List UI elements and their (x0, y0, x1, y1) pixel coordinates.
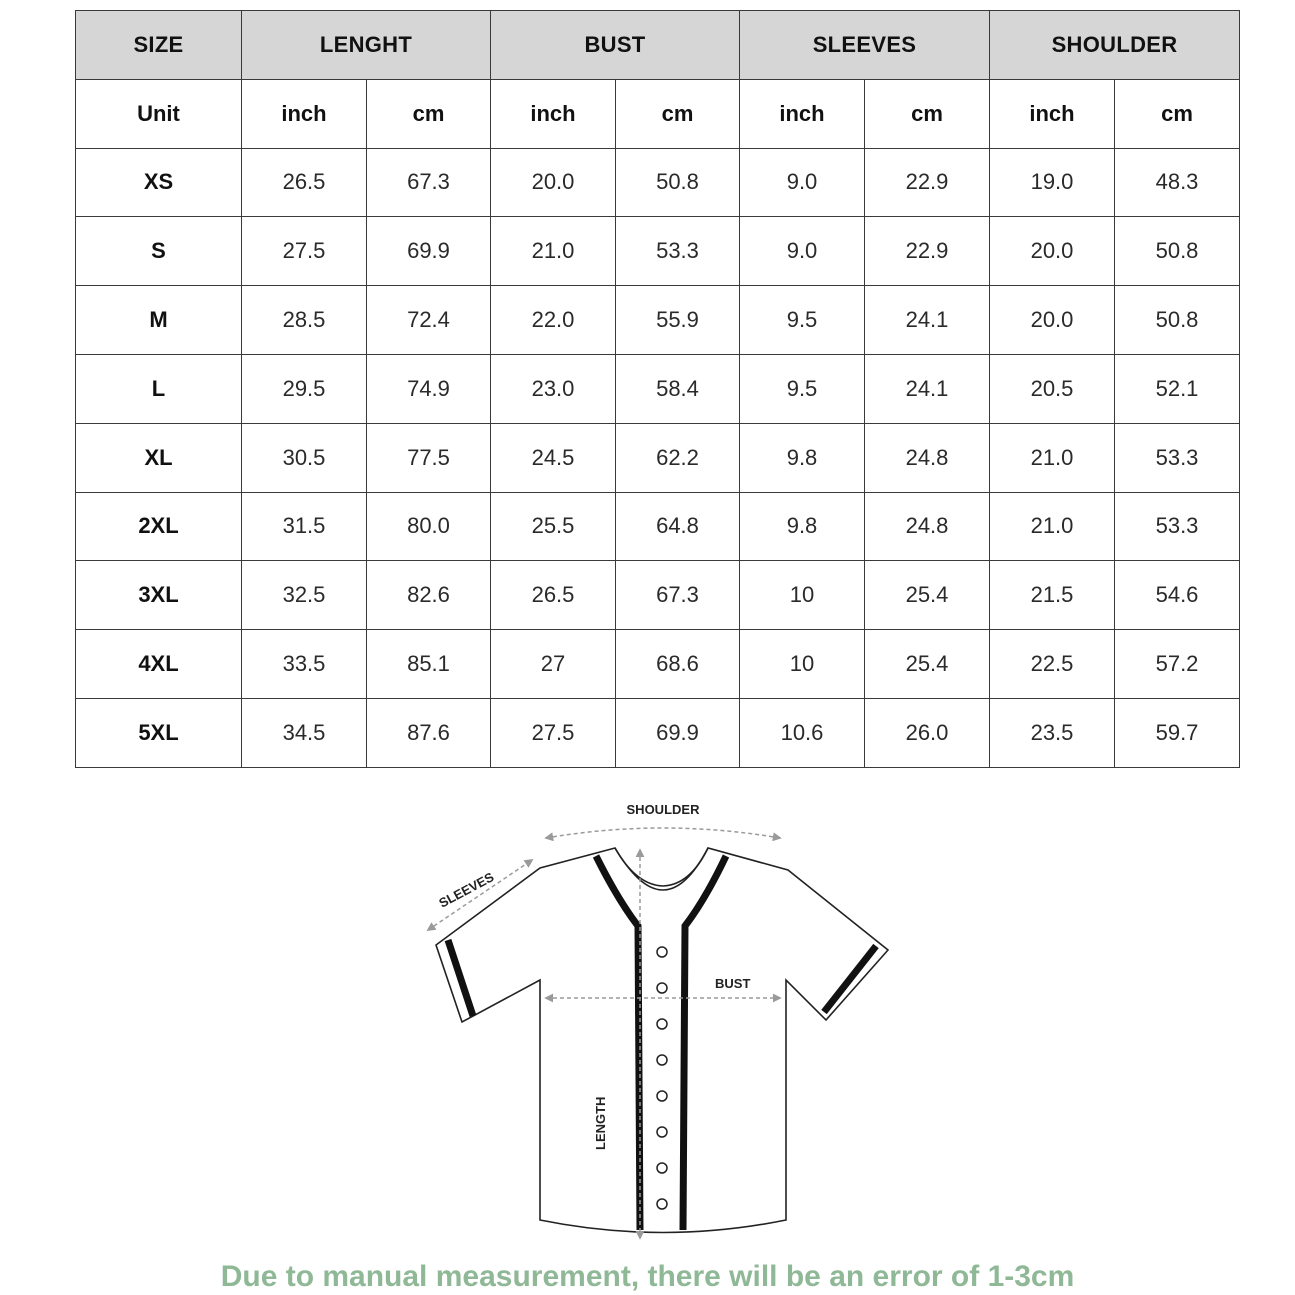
length-label: LENGTH (593, 1096, 608, 1150)
measurement-cell: 69.9 (367, 217, 491, 286)
measurement-cell: 31.5 (242, 492, 367, 561)
size-row-xl (76, 423, 1240, 492)
measurement-cell: 55.9 (616, 286, 740, 355)
measurement-cell: 24.1 (865, 286, 990, 355)
measurement-cell: 25.4 (865, 630, 990, 699)
shoulder-measure-line (546, 828, 780, 838)
measurement-cell: 34.5 (242, 698, 367, 767)
size-label: 4XL (76, 630, 242, 699)
unit-cell: cm (367, 79, 491, 148)
measurement-cell: 21.0 (491, 217, 616, 286)
measurement-cell: 24.5 (491, 423, 616, 492)
size-row-l (76, 354, 1240, 423)
size-row-5xl (76, 698, 1240, 767)
measurement-cell: 27.5 (242, 217, 367, 286)
measurement-cell: 21.0 (990, 423, 1115, 492)
unit-cell: inch (990, 79, 1115, 148)
measurement-cell: 85.1 (367, 630, 491, 699)
measurement-cell: 9.8 (740, 492, 865, 561)
measurement-cell: 80.0 (367, 492, 491, 561)
size-label: S (76, 217, 242, 286)
measurement-cell: 64.8 (616, 492, 740, 561)
sleeves-label: SLEEVES (436, 869, 497, 911)
measurement-cell: 10 (740, 630, 865, 699)
measurement-cell: 77.5 (367, 423, 491, 492)
measurement-cell: 26.0 (865, 698, 990, 767)
measurement-cell: 87.6 (367, 698, 491, 767)
measurement-cell: 27.5 (491, 698, 616, 767)
measurement-cell: 22.9 (865, 148, 990, 217)
size-label: XL (76, 423, 242, 492)
measurement-cell: 50.8 (616, 148, 740, 217)
header-row (76, 11, 1240, 80)
measurement-cell: 54.6 (1115, 561, 1240, 630)
unit-cell: cm (616, 79, 740, 148)
size-row-m (76, 286, 1240, 355)
measurement-cell: 67.3 (367, 148, 491, 217)
measurement-cell: 82.6 (367, 561, 491, 630)
unit-row (76, 79, 1240, 148)
measurement-cell: 20.0 (990, 217, 1115, 286)
measurement-cell: 59.7 (1115, 698, 1240, 767)
size-label: L (76, 354, 242, 423)
measurement-cell: 24.8 (865, 423, 990, 492)
measurement-cell: 21.0 (990, 492, 1115, 561)
measurement-cell: 9.8 (740, 423, 865, 492)
size-label: 5XL (76, 698, 242, 767)
unit-cell: cm (865, 79, 990, 148)
measurement-cell: 53.3 (1115, 423, 1240, 492)
size-row-s (76, 217, 1240, 286)
measurement-cell: 22.9 (865, 217, 990, 286)
header-shoulder: SHOULDER (990, 11, 1240, 80)
unit-cell: inch (242, 79, 367, 148)
unit-cell: inch (491, 79, 616, 148)
measurement-cell: 30.5 (242, 423, 367, 492)
measurement-cell: 9.0 (740, 217, 865, 286)
measurement-cell: 20.0 (990, 286, 1115, 355)
measurement-cell: 57.2 (1115, 630, 1240, 699)
measurement-cell: 23.0 (491, 354, 616, 423)
size-row-3xl (76, 561, 1240, 630)
measurement-cell: 67.3 (616, 561, 740, 630)
header-bust: BUST (491, 11, 740, 80)
measurement-cell: 48.3 (1115, 148, 1240, 217)
header-sleeves: SLEEVES (740, 11, 990, 80)
measurement-cell: 27 (491, 630, 616, 699)
measurement-cell: 20.5 (990, 354, 1115, 423)
measurement-cell: 9.5 (740, 354, 865, 423)
unit-cell: inch (740, 79, 865, 148)
jersey-outline (436, 848, 888, 1233)
measurement-cell: 58.4 (616, 354, 740, 423)
measurement-cell: 69.9 (616, 698, 740, 767)
measurement-cell: 32.5 (242, 561, 367, 630)
unit-cell: cm (1115, 79, 1240, 148)
measurement-cell: 19.0 (990, 148, 1115, 217)
shoulder-label: SHOULDER (626, 802, 700, 817)
size-chart-table (75, 10, 1240, 768)
header-length: LENGHT (242, 11, 491, 80)
measurement-cell: 23.5 (990, 698, 1115, 767)
measurement-cell: 28.5 (242, 286, 367, 355)
size-row-2xl (76, 492, 1240, 561)
size-row-4xl (76, 630, 1240, 699)
header-size: SIZE (76, 11, 242, 80)
measurement-cell: 74.9 (367, 354, 491, 423)
measurement-cell: 20.0 (491, 148, 616, 217)
measurement-cell: 22.0 (491, 286, 616, 355)
measurement-cell: 26.5 (242, 148, 367, 217)
size-label: M (76, 286, 242, 355)
measurement-cell: 68.6 (616, 630, 740, 699)
measurement-cell: 22.5 (990, 630, 1115, 699)
disclaimer-text: Due to manual measurement, there will be an error of 1-3cm (220, 1260, 1075, 1293)
measurement-cell: 62.2 (616, 423, 740, 492)
size-row-xs (76, 148, 1240, 217)
measurement-cell: 21.5 (990, 561, 1115, 630)
measurement-cell: 9.0 (740, 148, 865, 217)
bust-label: BUST (715, 976, 751, 991)
size-label: 2XL (76, 492, 242, 561)
measurement-cell: 24.1 (865, 354, 990, 423)
measurement-cell: 24.8 (865, 492, 990, 561)
measurement-cell: 9.5 (740, 286, 865, 355)
measurement-cell: 25.5 (491, 492, 616, 561)
measurement-cell: 26.5 (491, 561, 616, 630)
measurement-cell: 29.5 (242, 354, 367, 423)
measurement-cell: 53.3 (616, 217, 740, 286)
measurement-cell: 10.6 (740, 698, 865, 767)
measurement-cell: 52.1 (1115, 354, 1240, 423)
measurement-cell: 50.8 (1115, 217, 1240, 286)
measurement-cell: 10 (740, 561, 865, 630)
unit-label: Unit (76, 79, 242, 148)
size-label: 3XL (76, 561, 242, 630)
measurement-cell: 33.5 (242, 630, 367, 699)
size-label: XS (76, 148, 242, 217)
measurement-cell: 25.4 (865, 561, 990, 630)
measurement-cell: 53.3 (1115, 492, 1240, 561)
measurement-cell: 50.8 (1115, 286, 1240, 355)
jersey-diagram (400, 790, 920, 1250)
measurement-cell: 72.4 (367, 286, 491, 355)
